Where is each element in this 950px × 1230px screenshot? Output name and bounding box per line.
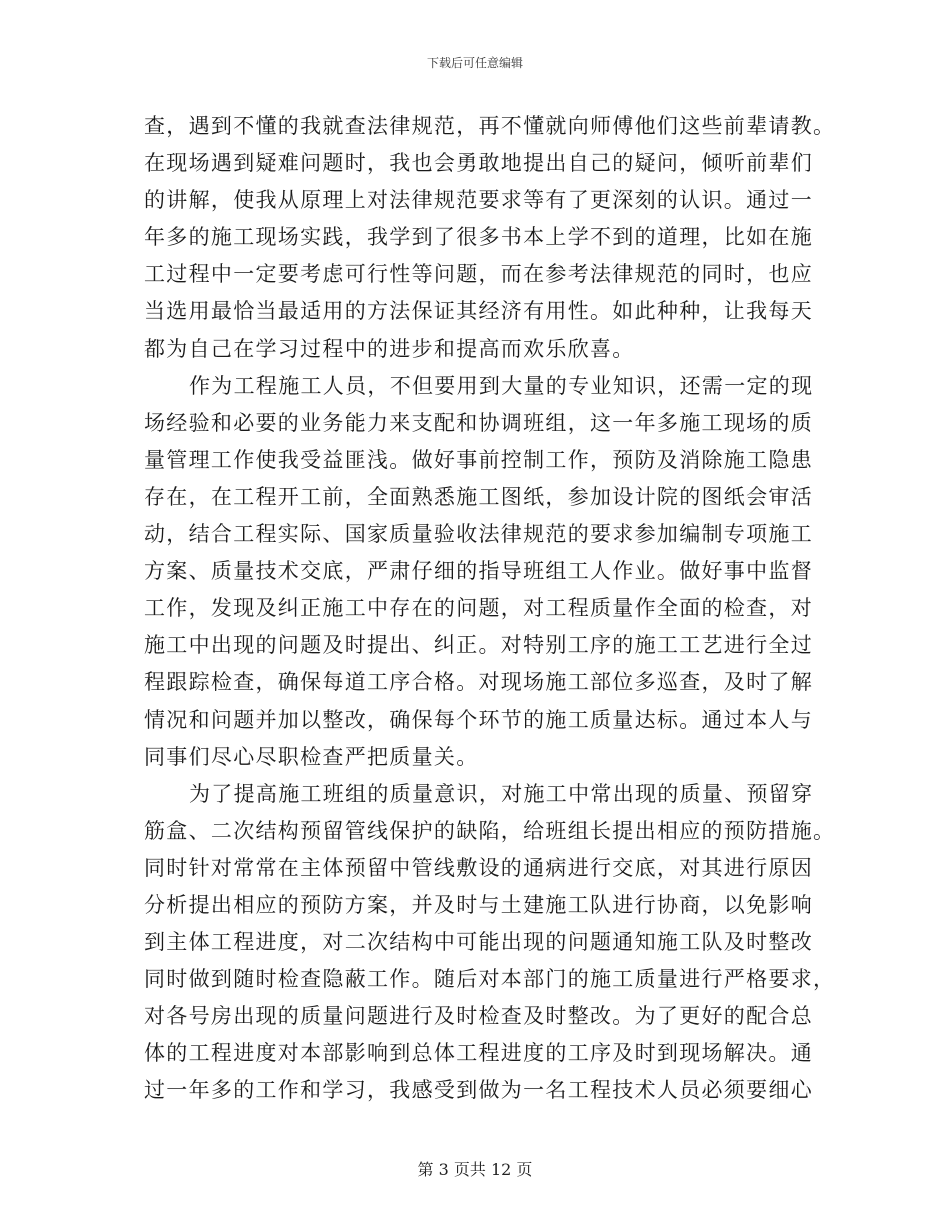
text-line: 的讲解，使我从原理上对法律规范要求等有了更深刻的认识。通过一 — [144, 188, 813, 213]
text-line: 场经验和必要的业务能力来支配和协调班组，这一年多施工现场的质 — [144, 410, 813, 435]
text-line: 情况和问题并加以整改，确保每个环节的施工质量达标。通过本人与 — [144, 707, 813, 732]
text-line: 为了提高施工班组的质量意识，对施工中常出现的质量、预留穿 — [189, 781, 814, 806]
text-line: 量管理工作使我受益匪浅。做好事前控制工作，预防及消除施工隐患 — [144, 447, 813, 472]
page-header: 下载后可任意编辑 — [426, 56, 523, 70]
text-line: 筋盒、二次结构预留管线保护的缺陷，给班组长提出相应的预防措施。 — [144, 818, 836, 843]
text-line: 对各号房出现的质量问题进行及时检查及时整改。为了更好的配合总 — [144, 1004, 813, 1029]
text-line: 分析提出相应的预防方案，并及时与土建施工队进行协商，以免影响 — [144, 892, 813, 917]
text-line: 存在，在工程开工前，全面熟悉施工图纸，参加设计院的图纸会审活 — [144, 484, 813, 509]
text-line: 程跟踪检查，确保每道工序合格。对现场施工部位多巡查，及时了解 — [144, 670, 813, 695]
text-line: 年多的施工现场实践，我学到了很多书本上学不到的道理，比如在施 — [144, 225, 813, 250]
page-footer: 第 3 页共 12 页 — [417, 1160, 533, 1179]
text-line: 动，结合工程实际、国家质量验收法律规范的要求参加编制专项施工 — [144, 522, 813, 547]
text-line: 到主体工程进度，对二次结构中可能出现的问题通知施工队及时整改 — [144, 930, 813, 955]
document-body — [144, 108, 836, 1110]
text-line: 同时针对常常在主体预留中管线敷设的通病进行交底，对其进行原因 — [144, 855, 813, 880]
text-line: 查，遇到不懂的我就查法律规范，再不懂就向师傅他们这些前辈请教。 — [144, 114, 836, 138]
text-line: 同事们尽心尽职检查严把质量关。 — [144, 744, 479, 769]
text-line: 在现场遇到疑难问题时，我也会勇敢地提出自己的疑问，倾听前辈们 — [144, 151, 813, 176]
text-line: 体的工程进度对本部影响到总体工程进度的工序及时到现场解决。通 — [144, 1041, 813, 1066]
text-line: 都为自己在学习过程中的进步和提高而欢乐欣喜。 — [144, 336, 635, 361]
text-line: 过一年多的工作和学习，我感受到做为一名工程技术人员必须要细心 — [144, 1078, 813, 1103]
text-line: 同时做到随时检查隐蔽工作。随后对本部门的施工质量进行严格要求， — [144, 967, 836, 992]
text-line: 工过程中一定要考虑可行性等问题，而在参考法律规范的同时，也应 — [144, 262, 813, 287]
text-line: 作为工程施工人员，不但要用到大量的专业知识，还需一定的现 — [189, 373, 814, 398]
text-line: 方案、质量技术交底，严肃仔细的指导班组工人作业。做好事中监督 — [144, 559, 813, 584]
text-line: 工作，发现及纠正施工中存在的问题，对工程质量作全面的检查，对 — [144, 596, 813, 621]
text-line: 当选用最恰当最适用的方法保证其经济有用性。如此种种，让我每天 — [144, 299, 813, 324]
text-line: 施工中出现的问题及时提出、纠正。对特别工序的施工工艺进行全过 — [144, 633, 813, 658]
